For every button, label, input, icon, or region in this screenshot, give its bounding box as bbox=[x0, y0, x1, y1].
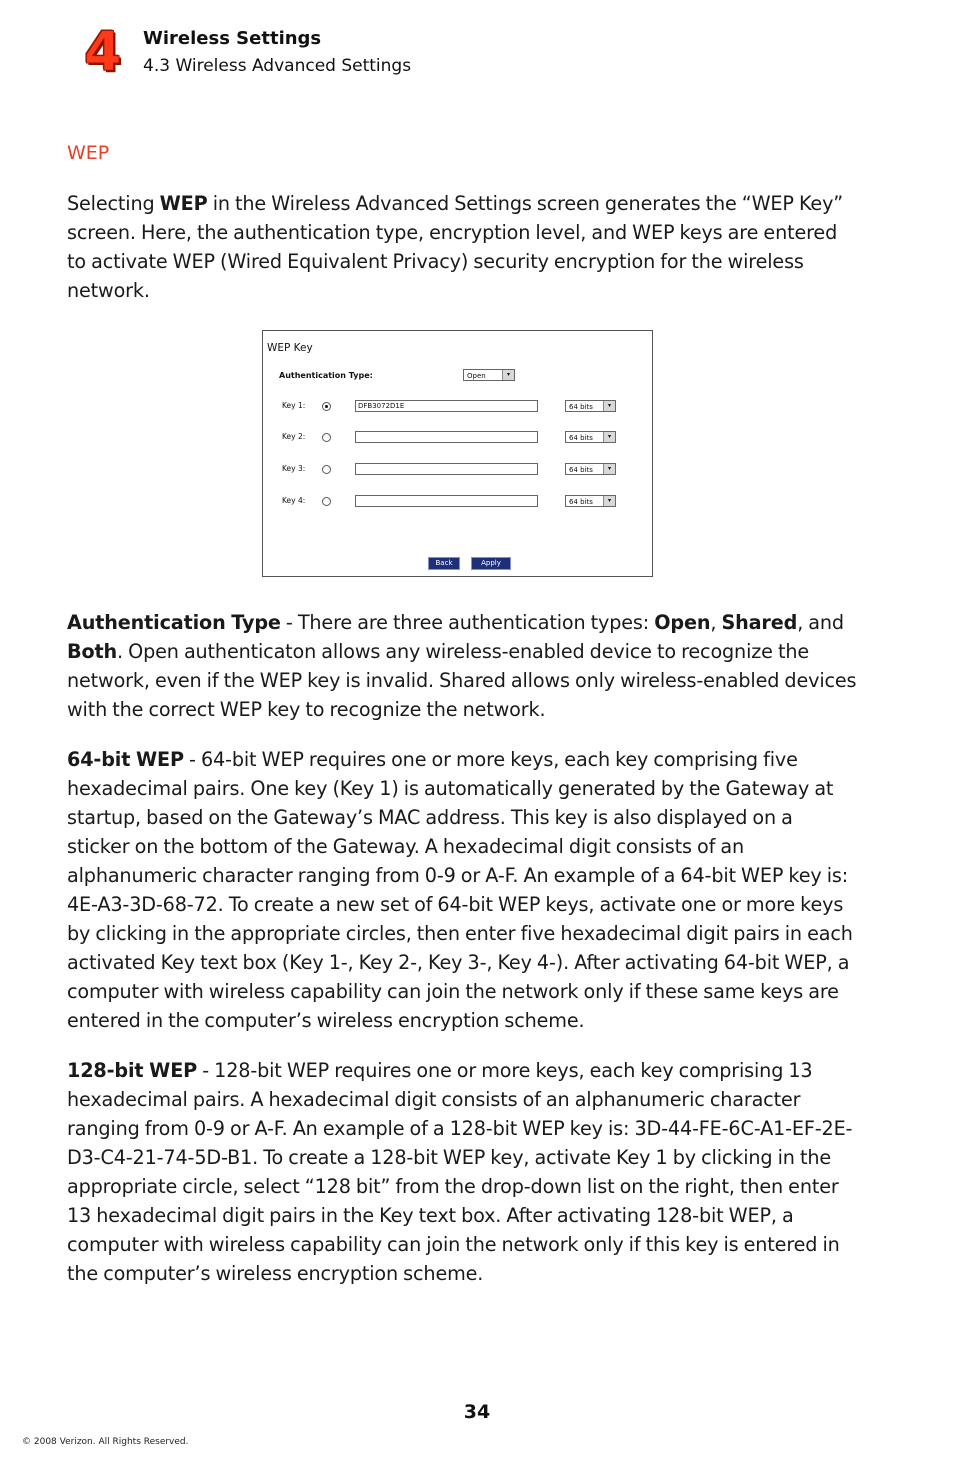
wep128-text: - 128-bit WEP requires one or more keys, each key comprising 13 hexadecimal pairs. A hexadecimal digit consists of an alphanumeric character ranging from 0-9 or A-F. An example of a 128-bit WEP key is: 3D-44-FE-6C-A1-EF-2E-D3-C4-21-74-5D-B1. To create a 128-bit WEP key, activate Key 1 by clicking in the appropriate circle, select “128 bit” from the drop-down list on the right, then enter 13 hexadecimal digit pairs in the Key text box. After activating 128-bit WEP, a computer with wireless capability can join the network only if this key is entered in the computer’s wireless encryption scheme. bbox=[67, 1059, 853, 1285]
chevron-down-icon: ▾ bbox=[502, 370, 514, 380]
term-auth-type: Authentication Type bbox=[67, 611, 281, 634]
apply-button[interactable]: Apply bbox=[471, 557, 511, 570]
key-4-bits-select[interactable] bbox=[565, 495, 616, 507]
panel-title: WEP Key bbox=[267, 342, 313, 354]
term-64bit-wep: 64-bit WEP bbox=[67, 748, 184, 771]
copyright-notice: © 2008 Verizon. All Rights Reserved. bbox=[22, 1437, 189, 1447]
key-2-input[interactable] bbox=[355, 431, 538, 443]
key-label: Key 2: bbox=[282, 432, 306, 441]
key-1-input[interactable]: DFB3072D1E bbox=[355, 400, 538, 412]
auth-type-paragraph bbox=[67, 608, 857, 724]
wep128-paragraph bbox=[67, 1056, 857, 1288]
key-label: Key 3: bbox=[282, 464, 306, 473]
term-shared: Shared bbox=[721, 611, 798, 634]
key-label: Key 1: bbox=[282, 401, 306, 410]
key-2-radio[interactable] bbox=[322, 433, 331, 442]
key-2-bits-select[interactable] bbox=[565, 431, 616, 443]
intro-text-2: in the Wireless Advanced Settings screen generates the “WEP Key” screen. Here, the authentication type, encryption level, and WEP keys are entered to activate WEP (Wired Equivalent Privacy) security encryption for the wireless network. bbox=[67, 192, 844, 302]
auth-text-3: , and bbox=[797, 611, 844, 634]
intro-paragraph bbox=[67, 189, 857, 305]
key-row-4 bbox=[263, 495, 652, 509]
auth-type-select[interactable] bbox=[463, 369, 515, 381]
key-4-input[interactable] bbox=[355, 495, 538, 507]
bits-value: 64 bits bbox=[569, 434, 593, 442]
key-row-3 bbox=[263, 463, 652, 477]
intro-bold-wep: WEP bbox=[159, 192, 208, 215]
chapter-title: Wireless Settings bbox=[143, 28, 322, 49]
page-number: 34 bbox=[463, 1401, 491, 1423]
key-3-input[interactable] bbox=[355, 463, 538, 475]
wep64-text: - 64-bit WEP requires one or more keys, each key comprising five hexadecimal pairs. One key (Key 1) is automatically generated by the Gateway at startup, based on the Gateway’s MAC address. This key is also displayed on a sticker on the bottom of the Gateway. A hexadecimal digit consists of an alphanumeric character ranging from 0-9 or A-F. An example of a 64-bit WEP key is: 4E-A3-3D-68-72. To create a new set of 64-bit WEP keys, activate one or more keys by clicking in the appropriate circles, then enter five hexadecimal digit pairs in each activated Key text box (Key 1-, Key 2-, Key 3-, Key 4-). After activating 64-bit WEP, a computer with wireless capability can join the network only if these same keys are entered in the computer’s wireless encryption scheme. bbox=[67, 748, 853, 1032]
auth-type-value: Open bbox=[467, 372, 486, 380]
wep-key-screenshot bbox=[262, 330, 653, 577]
intro-text-1: Selecting bbox=[67, 192, 160, 215]
term-open: Open bbox=[654, 611, 711, 634]
chevron-down-icon: ▾ bbox=[603, 496, 615, 506]
chapter-number: 4 bbox=[84, 20, 122, 83]
key-4-radio[interactable] bbox=[322, 497, 331, 506]
key-label: Key 4: bbox=[282, 496, 306, 505]
section-title: 4.3 Wireless Advanced Settings bbox=[143, 56, 412, 76]
key-1-bits-select[interactable] bbox=[565, 400, 616, 412]
section-heading: WEP bbox=[67, 142, 110, 164]
key-1-radio[interactable] bbox=[322, 402, 331, 411]
chevron-down-icon: ▾ bbox=[603, 432, 615, 442]
chevron-down-icon: ▾ bbox=[603, 401, 615, 411]
key-3-bits-select[interactable] bbox=[565, 463, 616, 475]
wep64-paragraph bbox=[67, 745, 857, 1035]
term-128bit-wep: 128-bit WEP bbox=[67, 1059, 198, 1082]
bits-value: 64 bits bbox=[569, 403, 593, 411]
key-3-radio[interactable] bbox=[322, 465, 331, 474]
auth-type-label: Authentication Type: bbox=[279, 371, 373, 380]
chevron-down-icon: ▾ bbox=[603, 464, 615, 474]
bits-value: 64 bits bbox=[569, 498, 593, 506]
key-row-2 bbox=[263, 431, 652, 445]
auth-text-4: . Open authenticaton allows any wireless-enabled device to recognize the network, even if the WEP key is invalid. Shared allows only wireless-enabled devices with the correct WEP key to recognize the network. bbox=[67, 640, 857, 721]
auth-text-2: , bbox=[710, 611, 722, 634]
term-both: Both bbox=[67, 640, 118, 663]
auth-text-1: - There are three authentication types: bbox=[280, 611, 655, 634]
bits-value: 64 bits bbox=[569, 466, 593, 474]
key-row-1 bbox=[263, 400, 652, 414]
back-button[interactable]: Back bbox=[428, 557, 460, 570]
